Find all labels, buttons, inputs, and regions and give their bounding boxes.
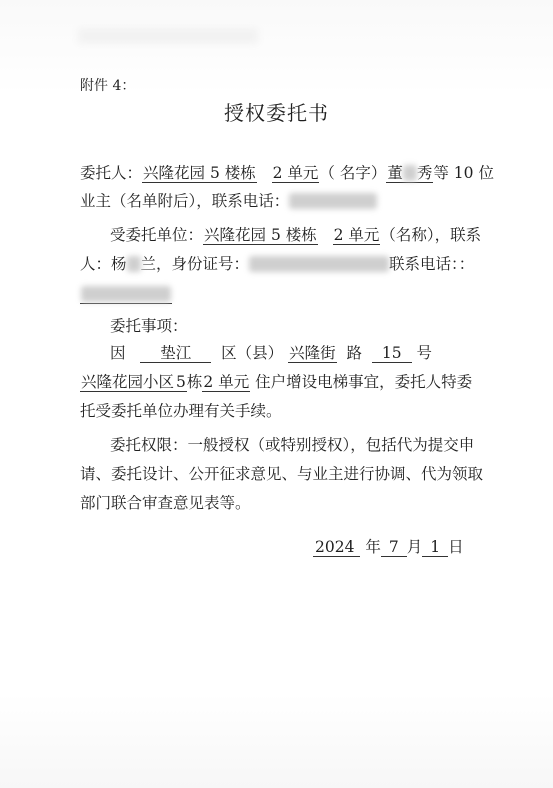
faint-bleed-through xyxy=(78,28,258,44)
matter-street: 兴隆街 xyxy=(289,344,336,362)
redacted-id-number xyxy=(249,256,389,272)
matter-district: 垫江 xyxy=(140,344,211,363)
authority-line-1: 委托权限：一般授权（或特别授权），包括代为提交申 xyxy=(110,436,475,454)
client-phone-label: 业主（名单附后），联系电话： xyxy=(80,192,290,210)
matter-rest: 住户增设电梯事宜，委托人特委 xyxy=(255,373,473,391)
redacted-agent-name-char xyxy=(127,256,141,272)
client-name-label: （ 名字） xyxy=(319,164,387,182)
client-name: 董 秀 xyxy=(387,164,433,182)
authority-line-2: 请、委托设计、公开征求意见、与业主进行协调、代为领取 xyxy=(80,465,484,483)
matter-line-1 xyxy=(110,343,432,363)
redacted-client-phone xyxy=(289,193,377,209)
agent-line-1 xyxy=(110,225,481,245)
client-unit: 2 单元 xyxy=(272,164,319,182)
agent-label: 受委托单位： xyxy=(110,226,204,244)
attachment-label: 附件 4： xyxy=(80,78,136,94)
matter-line-2 xyxy=(80,372,472,392)
matter-district-word: 区（县） xyxy=(221,344,284,362)
date-day: 1 xyxy=(422,538,448,557)
matter-building: 5 xyxy=(176,373,186,391)
client-label: 委托人： xyxy=(80,164,143,182)
matter-line-3: 托受委托单位办理有关手续。 xyxy=(80,402,282,420)
client-count: 等 10 位 xyxy=(433,164,494,182)
client-line-2 xyxy=(80,191,377,211)
agent-name-label: （名称），联系 xyxy=(380,226,482,244)
client-address: 兴隆花园 5 楼栋 xyxy=(143,164,256,182)
matter-road-word: 号 xyxy=(416,344,433,362)
document-title: 授权委托书 xyxy=(224,101,329,125)
agent-line-3 xyxy=(80,284,172,304)
matter-building-word: 栋 xyxy=(186,373,203,391)
agent-id-label: 兰，身份证号： xyxy=(140,255,250,273)
date-day-word: 日 xyxy=(448,538,464,556)
date-month-word: 月 xyxy=(406,538,423,556)
authority-line-3: 部门联合审查意见表等。 xyxy=(80,494,251,512)
matter-label: 委托事项： xyxy=(110,317,188,335)
client-line-1 xyxy=(80,163,494,183)
signing-date xyxy=(313,537,464,557)
agent-phone-label: 联系电话：： xyxy=(389,255,475,273)
date-year-word: 年 xyxy=(365,538,381,556)
matter-unit: 2 单元 xyxy=(203,373,250,391)
agent-name-prefix: 人：杨 xyxy=(80,255,127,273)
redacted-name-char xyxy=(403,165,417,181)
redacted-agent-phone xyxy=(81,286,171,302)
agent-address: 兴隆花园 5 楼栋 xyxy=(204,226,317,244)
date-year: 2024 xyxy=(313,538,360,557)
matter-street-word: 路 xyxy=(346,344,363,362)
date-month: 7 xyxy=(381,538,407,557)
agent-line-2 xyxy=(80,254,474,274)
matter-start: 因 xyxy=(110,344,126,362)
agent-unit: 2 单元 xyxy=(333,226,380,244)
agent-phone-field xyxy=(80,285,172,304)
matter-community: 兴隆花园小区 xyxy=(81,373,175,391)
matter-road-no: 15 xyxy=(372,344,412,363)
